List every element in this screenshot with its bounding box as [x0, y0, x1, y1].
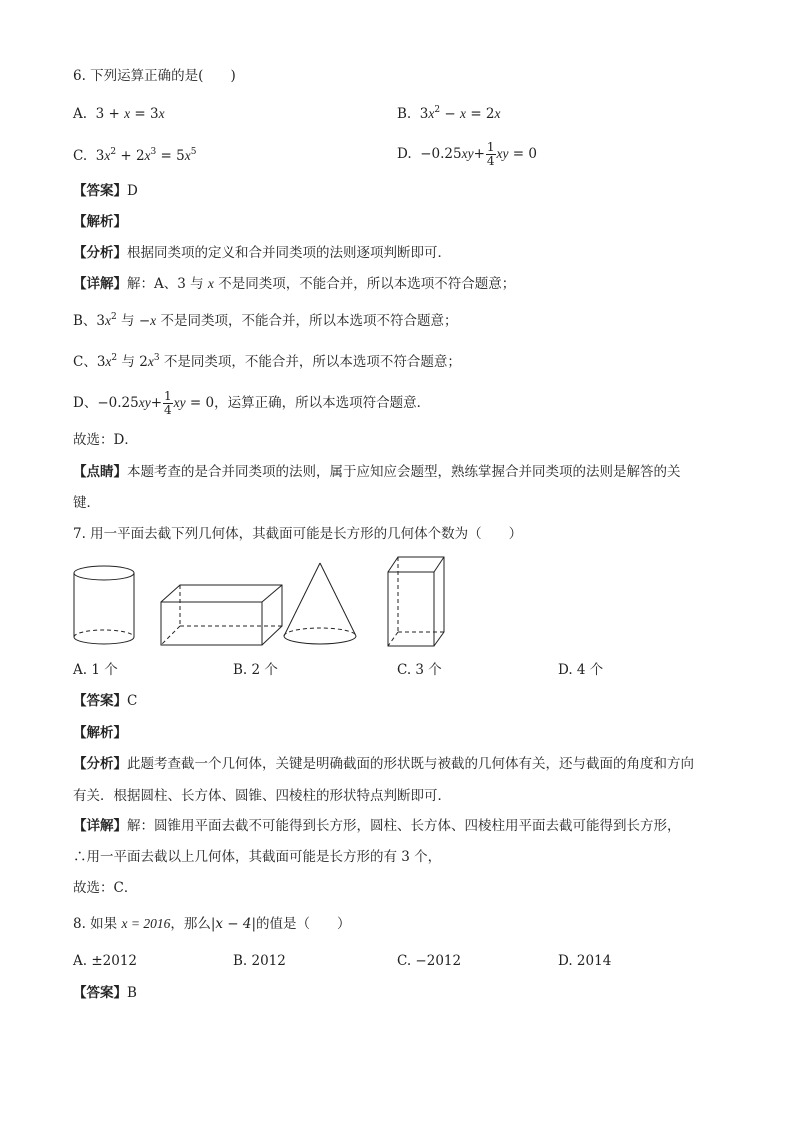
q6-choice: 故选：D． [73, 432, 138, 448]
q7-fenxi-2: 有关．根据圆柱、长方体、圆锥、四棱柱的形状特点判断即可． [73, 788, 451, 804]
q7-answer: 【答案】C [73, 693, 138, 709]
q7-xiangjie-1: 【详解】解：圆锥用平面去截不可能得到长方形，圆柱、长方体、四棱柱用平面去截可能得到长方形， [73, 818, 681, 834]
q6-option-a: A. 3 + x = 3x [73, 106, 165, 122]
q8-answer: 【答案】B [73, 985, 137, 1001]
q7-stem: 7. 用一平面去截下列几何体，其截面可能是长方形的几何体个数为（ ） [73, 526, 523, 542]
q7-option-a: A. 1 个 [73, 662, 118, 678]
q6-option-b: B. $3x^2 - x = 2x$ [397, 105, 501, 122]
q7-option-c: C. 3 个 [397, 662, 442, 678]
prism-figure [384, 554, 448, 650]
q6-xiangjie-b: B、$3x^2$ 与 −x 不是同类项，不能合并，所以本选项不符合题意； [73, 312, 458, 329]
q6-fenxi: 【分析】根据同类项的定义和合并同类项的法则逐项判断即可． [73, 245, 451, 261]
q6-option-c: C. $3x^2 + 2x^3 = 5x^5$ [73, 147, 197, 164]
q8-option-c: C. −2012 [397, 953, 462, 969]
q6-xiangjie-a: 【详解】解：A、3 与 x 不是同类项，不能合并，所以本选项不符合题意； [73, 276, 516, 292]
q6-analysis-heading: 【解析】 [73, 214, 127, 230]
q6-option-d: D. −0.25xy+ $\frac{1}{4}$ xy = 0 [397, 140, 537, 168]
q8-option-b: B. 2012 [233, 953, 286, 969]
q7-fenxi-1: 【分析】此题考查截一个几何体，关键是明确截面的形状既与被截的几何体有关，还与截面的角度和方向 [73, 756, 694, 772]
q7-analysis-heading: 【解析】 [73, 725, 127, 741]
q6-xiangjie-d: D、−0.25xy+ $\frac{1}{4}$ xy = 0，运算正确，所以本选项符合题意． [73, 389, 431, 417]
q6-stem: 6. 下列运算正确的是( ) [73, 68, 236, 84]
q6-xiangjie-c: C、$3x^2$ 与 $2x^3$ 不是同类项，不能合并，所以本选项不符合题意； [73, 353, 461, 370]
q6-dianjing-1: 【点睛】本题考查的是合并同类项的法则，属于应知应会题型，熟练掌握合并同类项的法则是解答的关 [73, 464, 681, 480]
q8-option-d: D. 2014 [558, 953, 612, 969]
cylinder-figure [70, 563, 138, 651]
cone-figure [280, 560, 360, 650]
q6-answer: 【答案】D [73, 183, 138, 199]
cuboid-figure [158, 582, 286, 650]
q8-option-a: A. ±2012 [73, 953, 137, 969]
q8-stem: 8. 如果 x = 2016，那么|x − 4|的值是（ ） [73, 916, 351, 932]
q7-option-d: D. 4 个 [558, 662, 604, 678]
q6-dianjing-2: 键． [73, 495, 100, 511]
q7-xiangjie-2: ∴用一平面去截以上几何体，其截面可能是长方形的有 3 个， [73, 849, 442, 865]
q7-choice: 故选：C． [73, 880, 138, 896]
q7-option-b: B. 2 个 [233, 662, 278, 678]
